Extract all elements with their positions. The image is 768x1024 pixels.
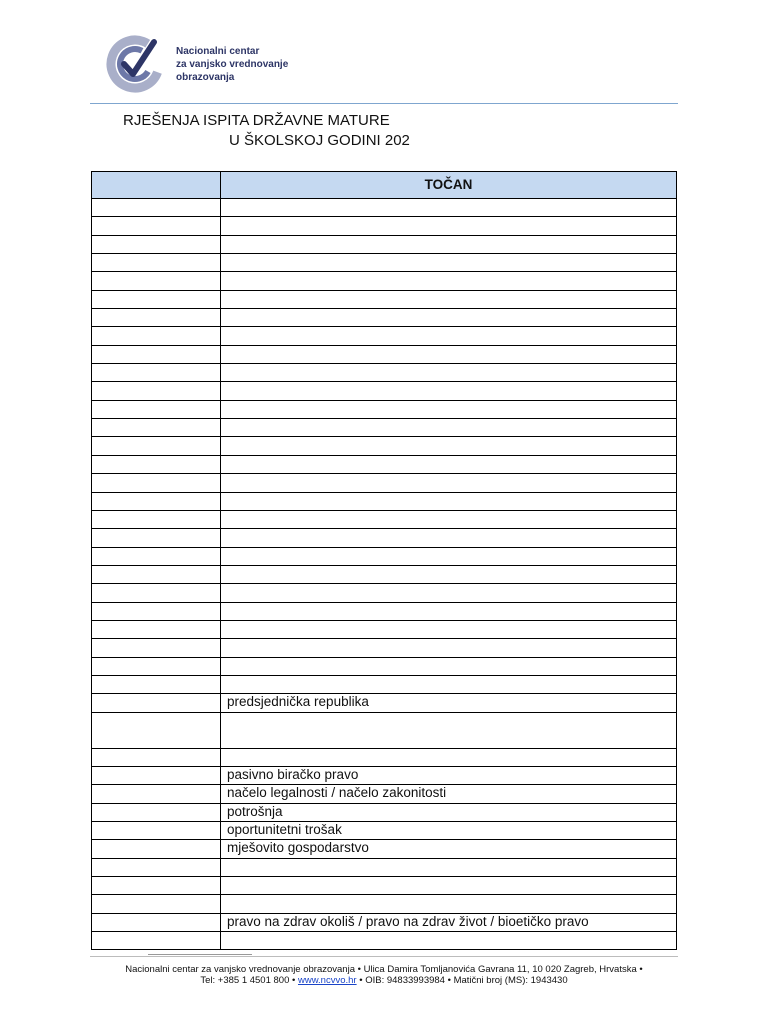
table-row <box>92 290 677 308</box>
row-number-cell <box>92 913 221 931</box>
table-row <box>92 639 677 657</box>
table-row <box>92 345 677 363</box>
ncvvo-logo <box>104 30 304 100</box>
row-number-cell <box>92 694 221 712</box>
row-number-cell <box>92 474 221 492</box>
header-cell-correct: TOČAN <box>221 172 677 199</box>
answer-cell <box>221 858 677 876</box>
table-row <box>92 400 677 418</box>
footer-short-divider <box>148 954 252 955</box>
row-number-cell <box>92 437 221 455</box>
answer-cell <box>221 620 677 638</box>
row-number-cell <box>92 675 221 693</box>
row-number-cell <box>92 272 221 290</box>
row-number-cell <box>92 932 221 950</box>
row-number-cell <box>92 657 221 675</box>
table-row <box>92 235 677 253</box>
row-number-cell <box>92 382 221 400</box>
row-number-cell <box>92 492 221 510</box>
answer-cell <box>221 547 677 565</box>
table-row <box>92 840 677 858</box>
table-row <box>92 584 677 602</box>
answer-cell: predsjednička republika <box>221 694 677 712</box>
answer-cell <box>221 254 677 272</box>
header-divider <box>90 103 678 104</box>
answer-cell <box>221 199 677 217</box>
row-number-cell <box>92 620 221 638</box>
header-cell-number <box>92 172 221 199</box>
row-number-cell <box>92 639 221 657</box>
table-row <box>92 364 677 382</box>
answer-cell <box>221 565 677 583</box>
row-number-cell <box>92 858 221 876</box>
row-number-cell <box>92 309 221 327</box>
row-number-cell <box>92 529 221 547</box>
table-row <box>92 419 677 437</box>
row-number-cell <box>92 400 221 418</box>
answer-cell <box>221 419 677 437</box>
logo-line-2: za vanjsko vrednovanje <box>176 59 289 70</box>
row-number-cell <box>92 290 221 308</box>
table-row <box>92 474 677 492</box>
row-number-cell <box>92 785 221 803</box>
answer-cell <box>221 639 677 657</box>
table-row <box>92 932 677 950</box>
answer-cell <box>221 510 677 528</box>
answer-cell <box>221 382 677 400</box>
logo-text <box>176 45 288 84</box>
row-number-cell <box>92 547 221 565</box>
row-number-cell <box>92 840 221 858</box>
row-number-cell <box>92 803 221 821</box>
table-row <box>92 272 677 290</box>
answer-cell <box>221 584 677 602</box>
row-number-cell <box>92 602 221 620</box>
table-row <box>92 895 677 913</box>
table-row <box>92 254 677 272</box>
row-number-cell <box>92 584 221 602</box>
answer-cell <box>221 474 677 492</box>
row-number-cell <box>92 510 221 528</box>
footer-ids: • OIB: 94833993984 • Matični broj (MS): 1943430 <box>359 975 568 986</box>
answer-cell <box>221 235 677 253</box>
answer-cell <box>221 400 677 418</box>
table-row <box>92 602 677 620</box>
footer-contact <box>0 975 768 986</box>
answer-cell: potrošnja <box>221 803 677 821</box>
table-row <box>92 199 677 217</box>
answer-cell: mješovito gospodarstvo <box>221 840 677 858</box>
row-number-cell <box>92 822 221 840</box>
document-title-line-1: RJEŠENJA ISPITA DRŽAVNE MATURE <box>123 112 390 129</box>
table-row <box>92 455 677 473</box>
table-row <box>92 547 677 565</box>
answer-cell <box>221 932 677 950</box>
answer-cell <box>221 290 677 308</box>
answer-cell <box>221 748 677 766</box>
footer-phone: Tel: +385 1 4501 800 • <box>200 975 296 986</box>
row-number-cell <box>92 895 221 913</box>
answer-cell <box>221 877 677 895</box>
row-number-cell <box>92 199 221 217</box>
logo-line-1: Nacionalni centar <box>176 46 260 57</box>
answer-cell: pasivno biračko pravo <box>221 766 677 784</box>
answer-cell: pravo na zdrav okoliš / pravo na zdrav život / bioetičko pravo <box>221 913 677 931</box>
logo-line-3: obrazovanja <box>176 72 235 83</box>
document-title-line-2: U ŠKOLSKOJ GODINI 202 <box>229 132 410 149</box>
row-number-cell <box>92 419 221 437</box>
answer-cell <box>221 309 677 327</box>
table-row <box>92 858 677 876</box>
table-row <box>92 675 677 693</box>
table-row <box>92 327 677 345</box>
table-row <box>92 510 677 528</box>
answer-cell <box>221 602 677 620</box>
answer-cell <box>221 455 677 473</box>
table-row <box>92 217 677 235</box>
table-row <box>92 565 677 583</box>
row-number-cell <box>92 327 221 345</box>
footer-address: Nacionalni centar za vanjsko vrednovanje obrazovanja • Ulica Damira Tomljanovića Gavrana 11, 10 020 Zagreb, Hrvatska • <box>125 964 643 975</box>
table-row <box>92 822 677 840</box>
table-row <box>92 437 677 455</box>
footer-website-link[interactable]: www.ncvvo.hr <box>297 975 357 986</box>
answer-cell <box>221 345 677 363</box>
table-row <box>92 657 677 675</box>
answer-cell <box>221 657 677 675</box>
answers-table <box>91 171 677 950</box>
answer-cell <box>221 272 677 290</box>
table-row <box>92 877 677 895</box>
answer-cell: oportunitetni trošak <box>221 822 677 840</box>
row-number-cell <box>92 235 221 253</box>
answer-cell <box>221 327 677 345</box>
row-number-cell <box>92 254 221 272</box>
table-header-row <box>92 172 677 199</box>
table-row <box>92 712 677 748</box>
table-row <box>92 492 677 510</box>
footer-divider <box>90 956 678 957</box>
answer-cell: načelo legalnosti / načelo zakonitosti <box>221 785 677 803</box>
row-number-cell <box>92 748 221 766</box>
row-number-cell <box>92 565 221 583</box>
row-number-cell <box>92 877 221 895</box>
logo-emblem-icon <box>104 30 168 96</box>
row-number-cell <box>92 455 221 473</box>
table-row <box>92 748 677 766</box>
answer-cell <box>221 712 677 748</box>
answer-cell <box>221 895 677 913</box>
answer-cell <box>221 217 677 235</box>
table-row <box>92 620 677 638</box>
table-row <box>92 382 677 400</box>
row-number-cell <box>92 712 221 748</box>
answer-cell <box>221 364 677 382</box>
row-number-cell <box>92 217 221 235</box>
table-row <box>92 803 677 821</box>
table-row <box>92 913 677 931</box>
row-number-cell <box>92 345 221 363</box>
answer-cell <box>221 492 677 510</box>
answer-cell <box>221 437 677 455</box>
table-row <box>92 785 677 803</box>
row-number-cell <box>92 364 221 382</box>
answer-cell <box>221 675 677 693</box>
table-row <box>92 309 677 327</box>
answer-cell <box>221 529 677 547</box>
row-number-cell <box>92 766 221 784</box>
table-row <box>92 529 677 547</box>
table-row <box>92 694 677 712</box>
table-row <box>92 766 677 784</box>
table-body <box>92 199 677 950</box>
